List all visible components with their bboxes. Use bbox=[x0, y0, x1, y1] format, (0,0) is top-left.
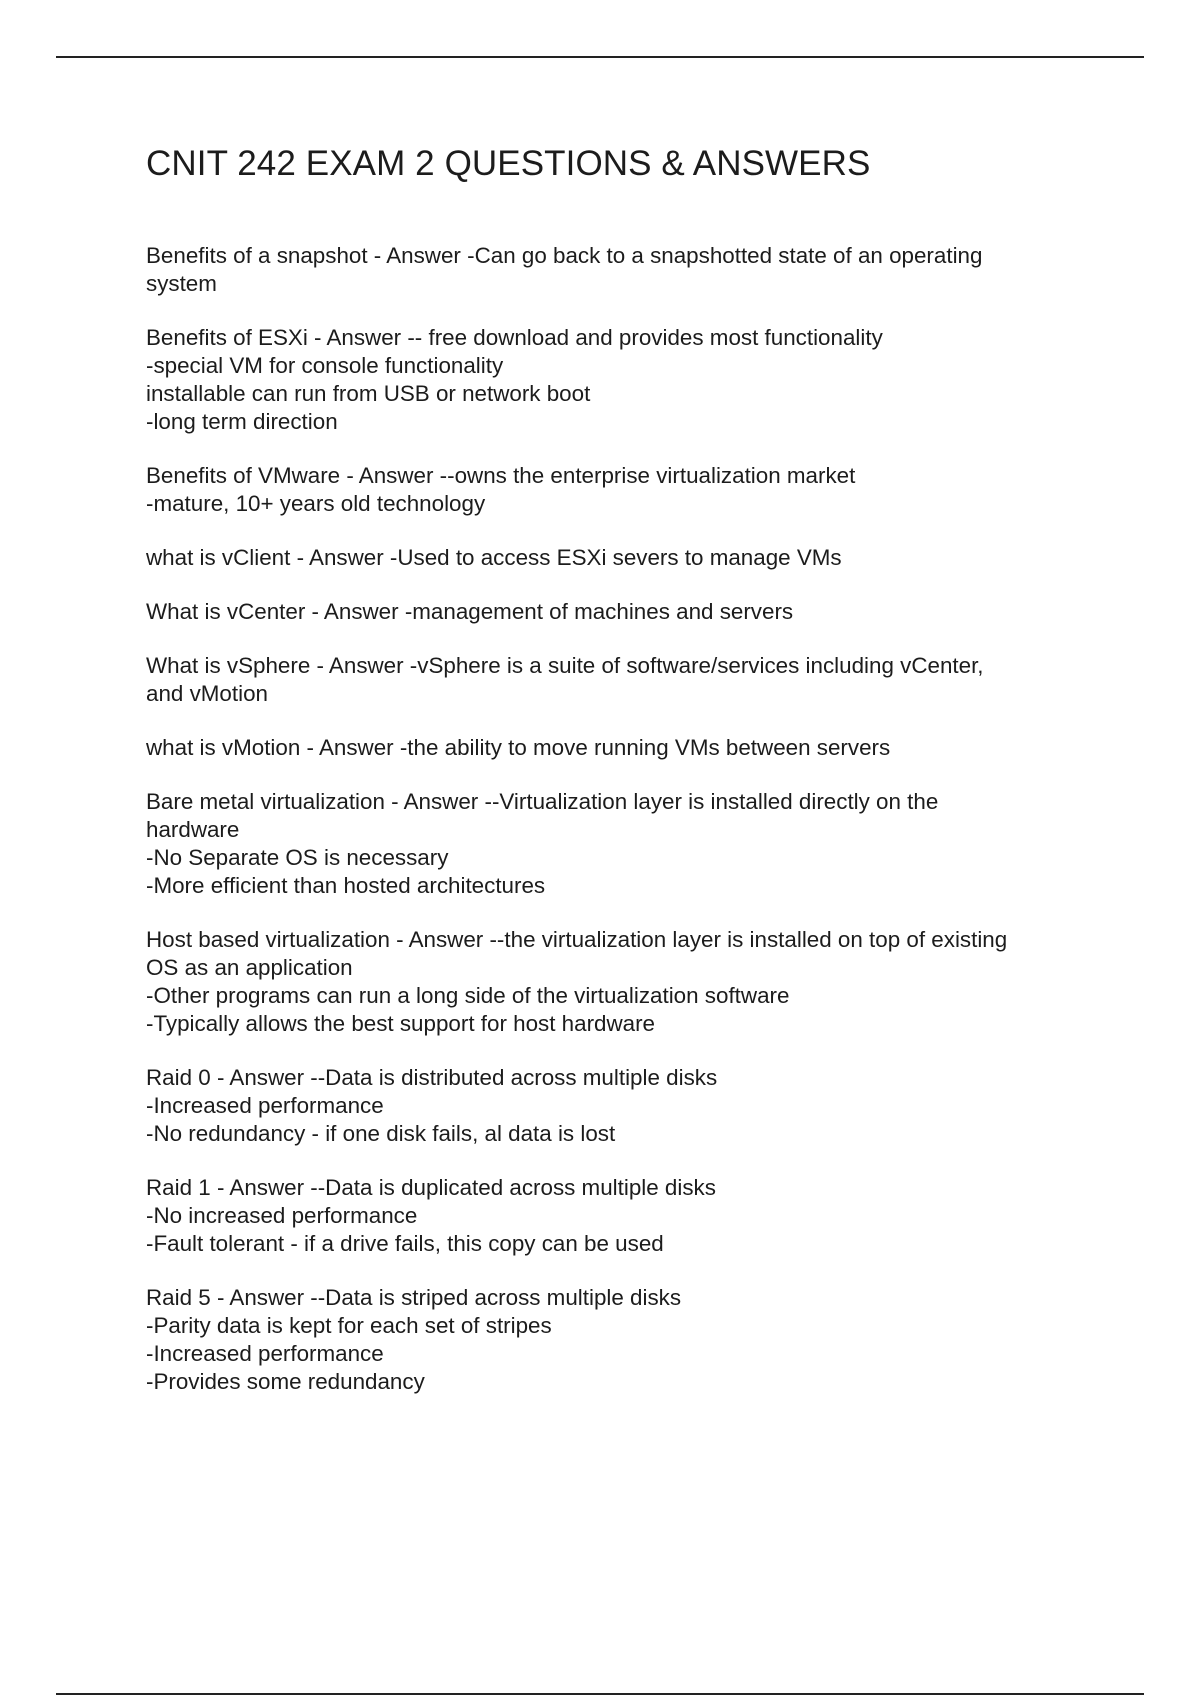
qa-text-line: What is vSphere - Answer -vSphere is a suite of software/services including vCenter, bbox=[146, 653, 984, 678]
qa-text-line: Host based virtualization - Answer --the virtualization layer is installed on top of existing bbox=[146, 927, 1008, 952]
qa-item bbox=[146, 788, 1096, 900]
qa-text-line: Benefits of ESXi - Answer -- free download and provides most functionality bbox=[146, 325, 883, 350]
qa-text-line: -More efficient than hosted architectures bbox=[146, 873, 546, 898]
qa-text-line: hardware bbox=[146, 817, 240, 842]
qa-text-line: -Provides some redundancy bbox=[146, 1369, 425, 1394]
qa-text-line: What is vCenter - Answer -management of machines and servers bbox=[146, 599, 794, 624]
qa-text-line: -No increased performance bbox=[146, 1203, 418, 1228]
qa-text-line: Raid 0 - Answer --Data is distributed across multiple disks bbox=[146, 1065, 718, 1090]
qa-item bbox=[146, 324, 1096, 436]
qa-text-line: -Increased performance bbox=[146, 1341, 384, 1366]
qa-item bbox=[146, 652, 1096, 708]
qa-item bbox=[146, 1064, 1096, 1148]
qa-item bbox=[146, 598, 1096, 626]
qa-text-line: -No Separate OS is necessary bbox=[146, 845, 449, 870]
qa-text-line: installable can run from USB or network boot bbox=[146, 381, 591, 406]
document-title: CNIT 242 EXAM 2 QUESTIONS & ANSWERS bbox=[146, 144, 871, 183]
qa-text-line: Benefits of VMware - Answer --owns the enterprise virtualization market bbox=[146, 463, 856, 488]
qa-item bbox=[146, 242, 1096, 298]
qa-text-line: -mature, 10+ years old technology bbox=[146, 491, 486, 516]
qa-text-line: what is vMotion - Answer -the ability to move running VMs between servers bbox=[146, 735, 891, 760]
qa-item bbox=[146, 462, 1096, 518]
qa-item bbox=[146, 544, 1096, 572]
qa-item bbox=[146, 734, 1096, 762]
footer-divider bbox=[56, 1693, 1144, 1695]
qa-text-line: and vMotion bbox=[146, 681, 268, 706]
qa-item bbox=[146, 926, 1096, 1038]
qa-text-line: -Typically allows the best support for host hardware bbox=[146, 1011, 656, 1036]
qa-text-line: Raid 5 - Answer --Data is striped across multiple disks bbox=[146, 1285, 682, 1310]
header-divider bbox=[56, 56, 1144, 58]
qa-text-line: Raid 1 - Answer --Data is duplicated across multiple disks bbox=[146, 1175, 716, 1200]
qa-text-line: -Other programs can run a long side of the virtualization software bbox=[146, 983, 790, 1008]
qa-text-line: -No redundancy - if one disk fails, al data is lost bbox=[146, 1121, 616, 1146]
qa-text-line: system bbox=[146, 271, 217, 296]
qa-text-line: what is vClient - Answer -Used to access ESXi severs to manage VMs bbox=[146, 545, 842, 570]
qa-text-line: -Parity data is kept for each set of stripes bbox=[146, 1313, 552, 1338]
qa-text-line: OS as an application bbox=[146, 955, 353, 980]
qa-list bbox=[146, 242, 1096, 1422]
qa-item bbox=[146, 1174, 1096, 1258]
qa-text-line: -special VM for console functionality bbox=[146, 353, 504, 378]
qa-text-line: Bare metal virtualization - Answer --Virtualization layer is installed directly on the bbox=[146, 789, 939, 814]
qa-item bbox=[146, 1284, 1096, 1396]
qa-text-line: Benefits of a snapshot - Answer -Can go back to a snapshotted state of an operating bbox=[146, 243, 983, 268]
qa-text-line: -long term direction bbox=[146, 409, 338, 434]
qa-text-line: -Increased performance bbox=[146, 1093, 384, 1118]
qa-text-line: -Fault tolerant - if a drive fails, this copy can be used bbox=[146, 1231, 664, 1256]
